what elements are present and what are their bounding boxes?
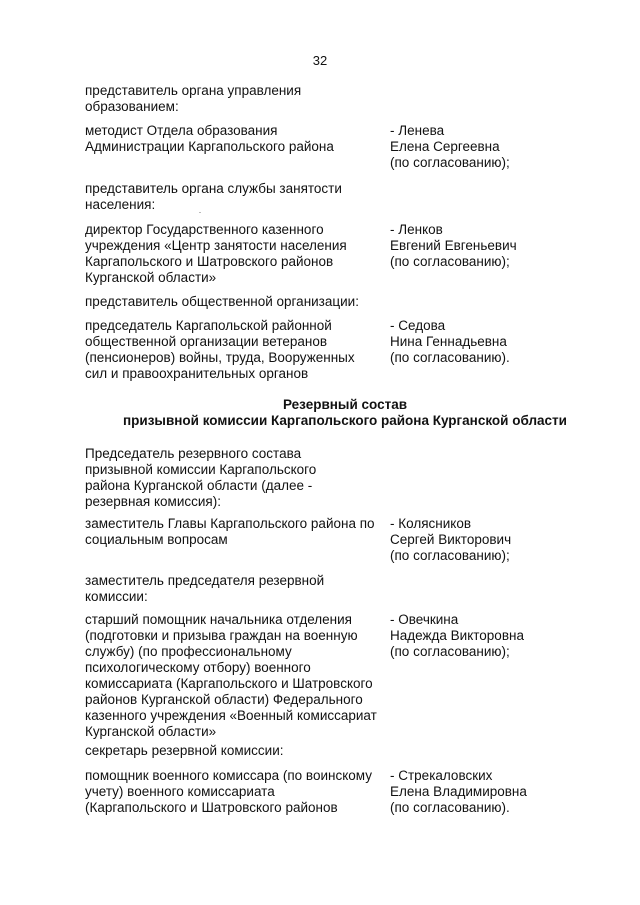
- role-heading-public-org: представитель общественной организации:: [85, 294, 359, 309]
- member-name-ovechkina: - Овечкина Надежда Викторовна (по согласованию);: [390, 612, 524, 659]
- member-name-kolyasnikov: - Колясников Сергей Викторович (по согласованию);: [390, 516, 512, 563]
- member-name-lenkov: - Ленков Евгений Евгеньевич (по согласованию);: [390, 222, 517, 269]
- member-position-deputy: старший помощник начальника отделения (подготовки и призыва граждан на военную службу) (по профессиональному психологическому отбору) военного комиссариата (Каргапольского и Шатровского районов Курганской области) Федерального казенного учреждения «Военный комиссариат Курганской области»: [85, 612, 377, 739]
- member-name-leneva: - Ленева Елена Сергеевна (по согласованию);: [390, 123, 510, 170]
- scan-speck: [199, 212, 201, 213]
- page-number: 32: [312, 53, 328, 68]
- role-heading-employment: представитель органа службы занятости населения:: [85, 181, 342, 212]
- role-heading-secretary: секретарь резервной комиссии:: [85, 743, 284, 758]
- member-position-public-org: председатель Каргапольской районной общественной организации ветеранов (пенсионеров) войны, труда, Вооруженных сил и правоохранительных органов: [85, 318, 355, 381]
- section-heading-reserve-text: Резервный состав призывной комиссии Каргапольского района Курганской области: [123, 397, 567, 428]
- member-position-education: методист Отдела образования Администрации Каргапольского района: [85, 123, 334, 154]
- member-position-secretary: помощник военного комиссара (по воинскому учету) военного комиссариата (Каргапольского и Шатровского районов: [85, 768, 372, 815]
- member-position-chair: заместитель Главы Каргапольского района по социальным вопросам: [85, 516, 375, 547]
- role-heading-deputy: заместитель председателя резервной комиссии:: [85, 573, 325, 604]
- member-name-strekalovskikh: - Стрекаловских Елена Владимировна (по согласованию).: [390, 768, 527, 815]
- role-heading-education: представитель органа управления образованием:: [85, 83, 302, 114]
- role-heading-chair: Председатель резервного состава призывной комиссии Каргапольского района Курганской области (далее - резервная комиссия):: [85, 446, 317, 509]
- member-position-employment: директор Государственного казенного учреждения «Центр занятости населения Каргапольского и Шатровского районов Курганской области»: [85, 222, 347, 285]
- member-name-sedova: - Седова Нина Геннадьевна (по согласованию).: [390, 318, 510, 365]
